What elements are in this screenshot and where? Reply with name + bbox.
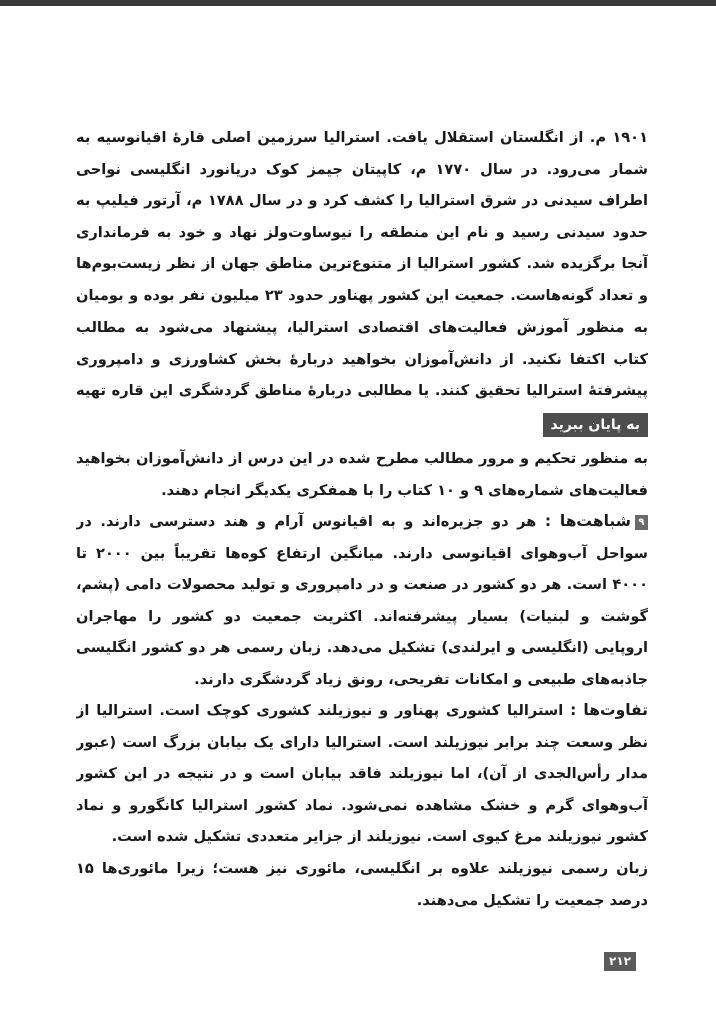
similarities-label: شباهت‌ها : bbox=[544, 512, 631, 530]
section-heading-wrapper bbox=[76, 407, 648, 443]
similarities-text: هر دو جزیره‌اند و به اقیانوس آرام و هند دسترسی دارند. در سواحل آب‌وهوای اقیانوسی دارند. میانگین ارتفاع کوه‌ها تقریباً بین ۲۰۰۰ تا ۴۰۰۰ است. هر دو کشور در صنعت و در دامپروری و تولید محصولات دامی (پشم، گوشت و لبنیات) بسیار پیشرفته‌اند. اکثریت جمعیت دو کشور را مهاجران اروپایی (انگلیسی و ایرلندی) تشکیل می‌دهد. زبان رسمی هر دو کشور انگلیسی bbox=[76, 513, 648, 657]
page-number: ۲۱۲ bbox=[604, 952, 636, 971]
paragraph-similarities bbox=[76, 506, 648, 664]
differences-text: استرالیا کشوری پهناور و نیوزیلند کشوری کوچک است. استرالیا از نظر وسعت چند برابر نیوزیلند است. استرالیا دارای یک بیابان بزرگ است (عبور مدار رأس‌الجدی از آن)، اما نیوزیلند فاقد بیابان است و در نتیجه در این کشور آب‌وهوای گرم و خشک مشاهده نمی‌شود. نماد کشور استرالیا کانگورو و نماد کشور نیوزیلند مرغ کیوی است. نیوزیلند از جزایر متعددی تشکیل شده است. bbox=[76, 702, 648, 846]
paragraph-australia-history: ۱۹۰۱ م. از انگلستان استقلال یافت. استرالیا سرزمین اصلی قارهٔ اقیانوسیه به شمار می‌رود. در سال ۱۷۷۰ م، کاپیتان جیمز کوک دریانورد انگلیسی نواحی اطراف سیدنی در شرق استرالیا را کشف کرد و در سال ۱۷۸۸ م، آرتور فیلیپ به حدود سیدنی رسید و نام این منطقه را نیوساوت‌ولز نهاد و خود به فرمانداری آنجا برگزیده شد. کشور استرالیا از متنوع‌ترین مناطق جهان از نظر زیست‌بوم‌ها و تعداد گونه‌هاست. جمعیت این کشور پهناور حدود ۲۳ میلیون نفر بوده و بومیان bbox=[76, 129, 648, 304]
section-heading: به پایان ببرید bbox=[543, 413, 649, 437]
document-page bbox=[76, 122, 648, 916]
paragraph-official-language: زبان رسمی نیوزیلند علاوه بر انگلیسی، مائوری نیز هست؛ زیرا مائوری‌ها ۱۵ درصد جمعیت را تشکیل می‌دهند. bbox=[76, 860, 648, 909]
differences-label: تفاوت‌ها : bbox=[570, 701, 648, 719]
paragraph-teaching-economy: به منظور آموزش فعالیت‌های اقتصادی استرالیا، پیشنهاد می‌شود به مطالب کتاب اکتفا نکنید. از دانش‌آموزان بخواهید دربارهٔ بخش کشاورزی و دامپروری پیشرفتهٔ استرالیا تحقیق کنند. یا مطالبی دربارهٔ مناطق گردشگری این قاره تهیه bbox=[76, 319, 648, 400]
paragraph-tourism: جاذبه‌های طبیعی و امکانات تفریحی، رونق زیاد گردشگری دارند. bbox=[194, 671, 648, 688]
paragraph-differences bbox=[76, 695, 648, 853]
paragraph-review-activities: به منظور تحکیم و مرور مطالب مطرح شده در این درس از دانش‌آموزان بخواهید فعالیت‌های شماره‌های ۹ و ۱۰ کتاب را با همفکری یکدیگر انجام دهند. bbox=[76, 450, 648, 499]
viewer-top-bar bbox=[0, 0, 716, 6]
activity-number-badge: ۹ bbox=[635, 515, 648, 530]
